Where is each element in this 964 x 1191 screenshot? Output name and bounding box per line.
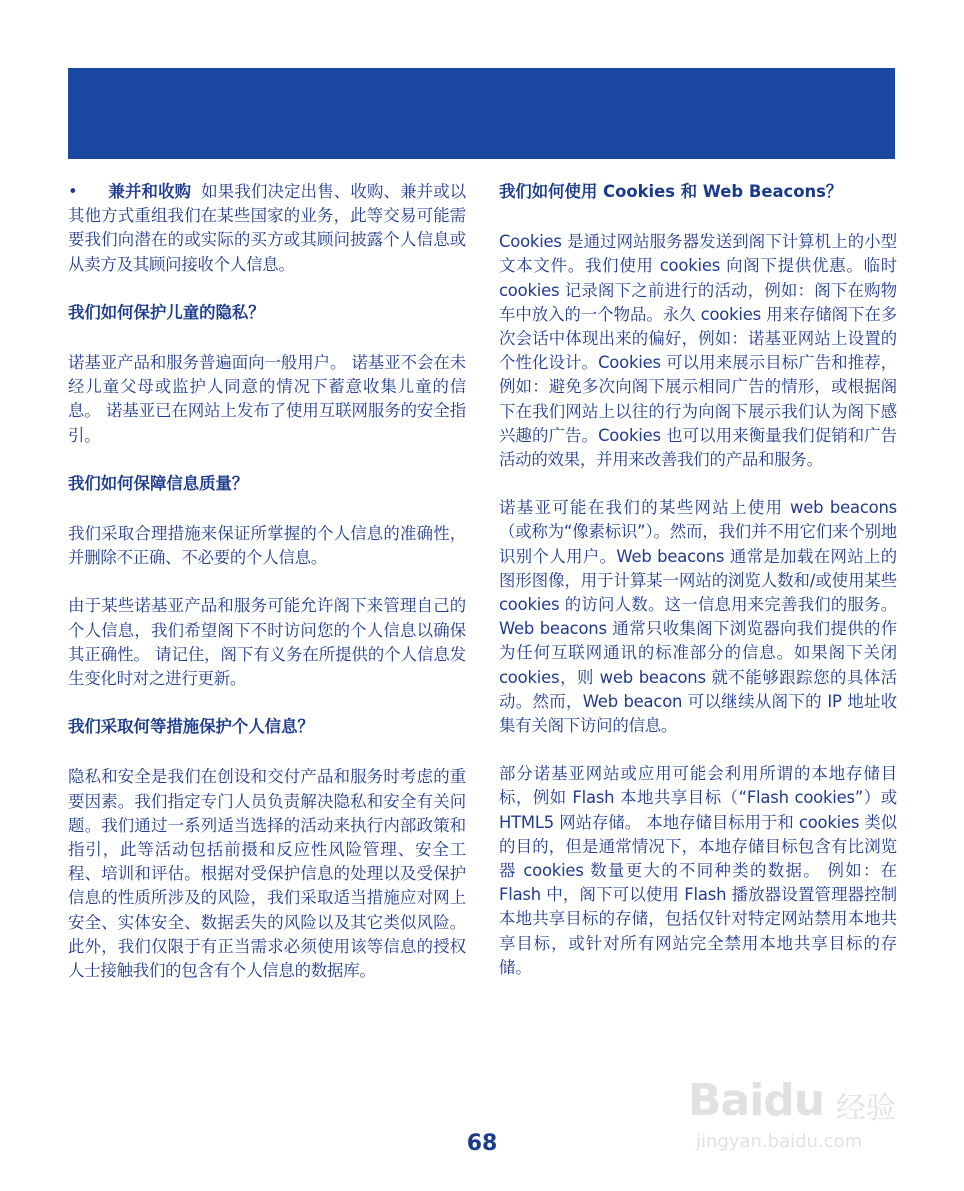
bullet-text: 如果我们决定出售、收购、兼并或以其他方式重组我们在某些国家的业务，此等交易可能需要我们向潜在的或实际的买方或其顾问披露个人信息或从卖方及其顾问接收个人信息。 [68, 182, 466, 274]
paragraph-children-privacy: 诺基亚产品和服务普遍面向一般用户。 诺基亚不会在未经儿童父母或监护人同意的情况下蓄意收集儿童的信息。 诺基亚已在网站上发布了使用互联网服务的安全指引。 [68, 353, 466, 445]
header-banner [68, 68, 895, 159]
paragraph-security-measures: 隐私和安全是我们在创设和交付产品和服务时考虑的重要因素。我们指定专门人员负责解决隐私和安全有关问题。我们通过一系列适当选择的活动来执行内部政策和指引，此等活动包括前摄和反应性风险管理、安全工程、培训和评估。根据对受保护信息的处理以及受保护信息的性质所涉及的风险，我们采取适当措施应对网上安全、实体安全、数据丢失的风险以及其它类似风险。此外，我们仅限于有正当需求必须使用该等信息的授权人士接触我们的包含有个人信息的数据库。 [68, 767, 466, 981]
watermark-chinese: 经验 [836, 1091, 896, 1126]
page-number: 68 [466, 1131, 498, 1156]
paragraph-web-beacons: 诺基亚可能在我们的某些网站上使用 web beacons （或称为“像素标识”）。然而，我们并不用它们来个别地识别个人用户。Web beacons 通常是加载在网站上的图形图像，用于计算某一网站的浏览人数和/或使用某些 cookies 的访问人数。这一信息用来完善我们的服务。Web beacons 通常只收集阁下浏览器向我们提供的作为任何互联网通讯的标准部分的信息。如果阁下关闭 cookies，则 web beacons 就不能够跟踪您的具体活动。然而，Web beacon 可以继续从阁下的 IP 地址收集有关阁下访问的信息。 [499, 498, 897, 736]
bullet-marker: • [68, 182, 78, 201]
section-heading-children-privacy: 我们如何保护儿童的隐私？ [68, 302, 265, 322]
left-column [68, 180, 466, 983]
paragraph-cookies: Cookies 是通过网站服务器发送到阁下计算机上的小型文本文件。我们使用 cookies 向阁下提供优惠。临时 cookies 记录阁下之前进行的活动，例如：阁下在购物车中放入的一个物品。永久 cookies 用来存储阁下在多次会话中体现出来的偏好，例如：诺基亚网站上设置的个性化设计。Cookies 可以用来展示目标广告和推荐，例如：避免多次向阁下展示相同广告的情形，或根据阁下在我们网站上以往的行为向阁下展示我们认为阁下感兴趣的广告。Cookies 也可以用来衡量我们促销和广告活动的效果，并用来改善我们的产品和服务。 [499, 232, 897, 470]
right-column [499, 180, 897, 980]
watermark-url: jingyan.baidu.com [696, 1131, 863, 1152]
section-heading-info-quality: 我们如何保障信息质量？ [68, 473, 249, 493]
paragraph-local-storage: 部分诺基亚网站或应用可能会利用所谓的本地存储目标，例如 Flash 本地共享目标（“Flash cookies”）或 HTML5 网站存储。 本地存储目标用于和 cookies 类似的目的，但是通常情况下，本地存储目标包含有比浏览器 cookies 数量更大的不同种类的数据。 例如：在 Flash 中，阁下可以使用 Flash 播放器设置管理器控制本地共享目标的存储，包括仅针对特定网站禁用本地共享目标，或针对所有网站完全禁用本地共享目标的存储。 [499, 764, 897, 977]
watermark-logo: Baidu [688, 1075, 825, 1126]
section-heading-cookies: 我们如何使用 Cookies 和 Web Beacons？ [499, 182, 843, 201]
bullet-item [68, 180, 466, 277]
paragraph-info-quality-2: 由于某些诺基亚产品和服务可能允许阁下来管理自己的个人信息，我们希望阁下不时访问您的个人信息以确保其正确性。 请记住，阁下有义务在所提供的个人信息发生变化时对之进行更新。 [68, 596, 466, 689]
section-heading-security-measures: 我们采取何等措施保护个人信息？ [68, 717, 314, 737]
baidu-watermark [680, 1075, 910, 1185]
bullet-title: 兼并和收购 [108, 182, 192, 201]
paragraph-info-quality-1: 我们采取合理措施来保证所掌握的个人信息的准确性，并删除不正确、不必要的个人信息。 [68, 524, 466, 568]
